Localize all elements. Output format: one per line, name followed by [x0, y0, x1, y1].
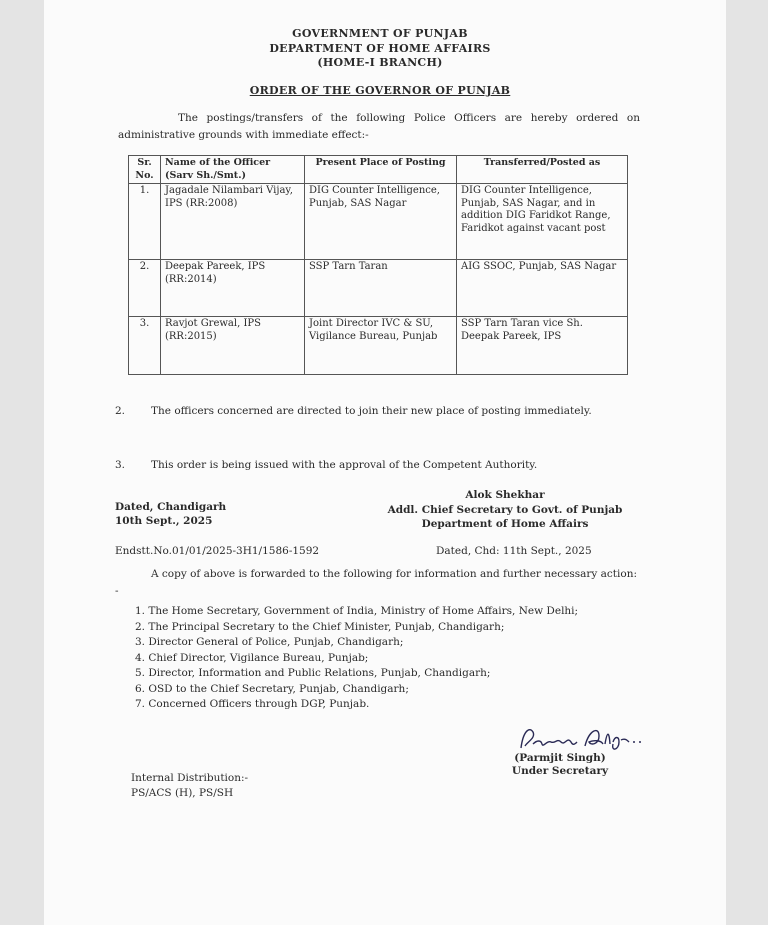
distribution-list	[135, 604, 640, 713]
copy-forward-text: A copy of above is forwarded to the following for information and further necessary action: -	[115, 568, 638, 597]
header-officer-name: Name of the Officer (Sarv Sh./Smt.)	[161, 156, 305, 184]
table-row	[129, 317, 628, 375]
signatory-designation: Addl. Chief Secretary to Govt. of Punjab	[387, 504, 623, 516]
order-title: ORDER OF THE GOVERNOR OF PUNJAB	[249, 84, 511, 97]
cell-sr-no: 2.	[129, 260, 161, 317]
cell-present-posting: SSP Tarn Taran	[305, 260, 457, 317]
signatory-name: Alok Shekhar	[465, 489, 545, 501]
list-item: 3. Director General of Police, Punjab, Chandigarh;	[135, 636, 404, 648]
list-item: 1. The Home Secretary, Government of India, Ministry of Home Affairs, New Delhi;	[135, 605, 579, 617]
cell-officer-name: Deepak Pareek, IPS (RR:2014)	[161, 260, 305, 317]
intro-paragraph: The postings/transfers of the following Police Officers are hereby ordered on administrative grounds with immediate effect:-	[118, 112, 640, 141]
under-secretary-name: (Parmjit Singh)	[514, 752, 606, 764]
dated-place: Dated, Chandigarh	[115, 501, 227, 513]
cell-present-posting: DIG Counter Intelligence, Punjab, SAS Nagar	[305, 184, 457, 260]
dated-date: 10th Sept., 2025	[115, 515, 213, 527]
para2-text: The officers concerned are directed to join their new place of posting immediately.	[151, 405, 592, 417]
header-government: GOVERNMENT OF PUNJAB	[292, 27, 468, 40]
internal-distribution-label: Internal Distribution:-	[131, 772, 249, 784]
cell-officer-name: Ravjot Grewal, IPS (RR:2015)	[161, 317, 305, 375]
list-item: 5. Director, Information and Public Relations, Punjab, Chandigarh;	[135, 667, 491, 679]
postings-table	[128, 155, 628, 375]
internal-distribution-value: PS/ACS (H), PS/SH	[131, 787, 234, 799]
list-item: 6. OSD to the Chief Secretary, Punjab, Chandigarh;	[135, 682, 409, 695]
cell-transferred-as: SSP Tarn Taran vice Sh. Deepak Pareek, IPS	[457, 317, 628, 375]
list-item: 4. Chief Director, Vigilance Bureau, Punjab;	[135, 651, 369, 664]
header-branch: (HOME-I BRANCH)	[317, 56, 443, 69]
endorsement-date: Dated, Chd: 11th Sept., 2025	[436, 545, 592, 557]
cell-transferred-as: AIG SSOC, Punjab, SAS Nagar	[457, 260, 628, 317]
cell-sr-no: 1.	[129, 184, 161, 260]
table-header-row	[129, 156, 628, 184]
table-row	[129, 184, 628, 260]
para3-number: 3.	[115, 459, 126, 471]
header-department: DEPARTMENT OF HOME AFFAIRS	[269, 42, 491, 55]
header-transferred-as: Transferred/Posted as	[457, 156, 628, 184]
signatory-department: Department of Home Affairs	[421, 518, 589, 530]
para2-number: 2.	[115, 405, 126, 417]
list-item: 2. The Principal Secretary to the Chief Minister, Punjab, Chandigarh;	[135, 620, 505, 633]
header-present-posting: Present Place of Posting	[305, 156, 457, 184]
header-sr-no: Sr. No.	[129, 156, 161, 184]
handwritten-signature	[515, 722, 645, 756]
cell-present-posting: Joint Director IVC & SU, Vigilance Bureau, Punjab	[305, 317, 457, 375]
list-item: 7. Concerned Officers through DGP, Punjab.	[135, 698, 370, 710]
para3-text: This order is being issued with the approval of the Competent Authority.	[151, 459, 538, 471]
cell-sr-no: 3.	[129, 317, 161, 375]
table-row	[129, 260, 628, 317]
cell-officer-name: Jagadale Nilambari Vijay, IPS (RR:2008)	[161, 184, 305, 260]
endorsement-number: Endstt.No.01/01/2025-3H1/1586-1592	[115, 545, 320, 557]
under-secretary-designation: Under Secretary	[511, 765, 609, 777]
cell-transferred-as: DIG Counter Intelligence, Punjab, SAS Nagar, and in addition DIG Faridkot Range, Faridkot against vacant post	[457, 184, 628, 260]
